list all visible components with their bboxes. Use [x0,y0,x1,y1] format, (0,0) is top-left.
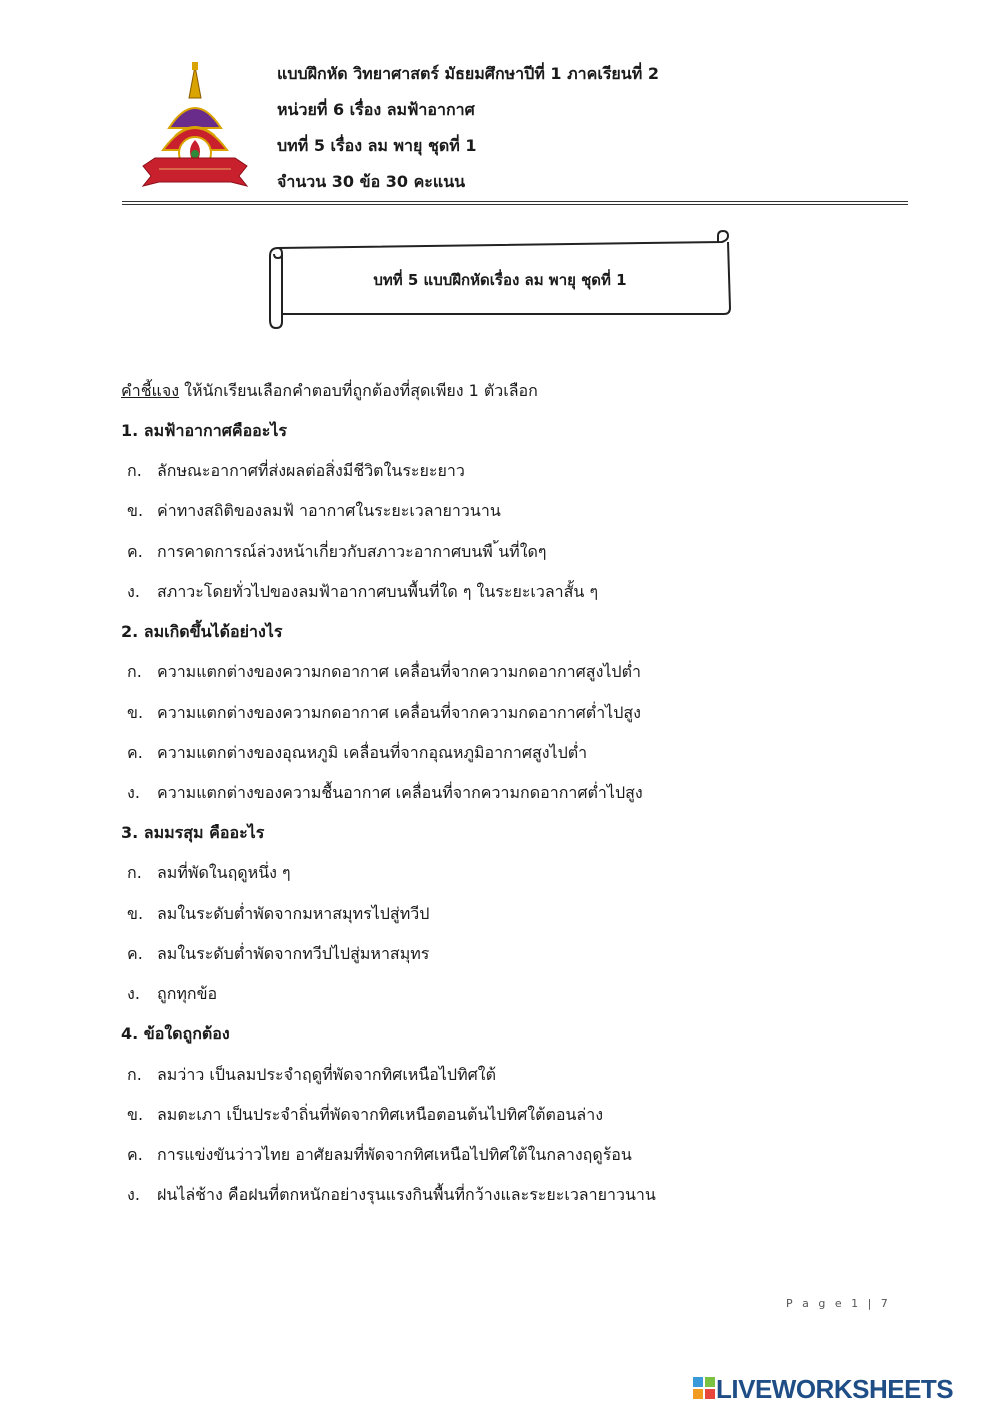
option-label: ค. [127,1145,143,1164]
header-lesson: บทที่ 5 เรื่อง ลม พายุ ชุดที่ 1 [277,136,477,155]
liveworksheets-logo-icon [693,1377,715,1399]
option-label: ง. [127,1185,140,1204]
option-label: ข. [127,1105,144,1124]
option-text: ลมว่าว เป็นลมประจำฤดูที่พัดจากทิศเหนือไปทิศใต้ [157,1065,496,1084]
header-divider-bottom [122,204,908,205]
option-text: ลมตะเภา เป็นประจำถิ่นที่พัดจากทิศเหนือตอนต้นไปทิศใต้ตอนล่าง [157,1105,604,1124]
header-subject: แบบฝึกหัด วิทยาศาสตร์ มัธยมศึกษาปีที่ 1 ภาคเรียนที่ 2 [277,64,659,83]
option-text: ลมในระดับต่ำพัดจากมหาสมุทรไปสู่ทวีป [157,904,430,923]
option-label: ข. [127,501,144,520]
question-4-option-d[interactable] [127,1183,656,1208]
option-label: ค. [127,944,143,963]
option-text: ความแตกต่างของความชื้นอากาศ เคลื่อนที่จากความกดอากาศต่ำไปสูง [157,783,643,802]
option-label: ก. [127,863,142,882]
question-3: 3. ลมมรสุม คืออะไร [121,823,265,842]
option-text: ถูกทุกข้อ [157,984,218,1003]
instructions-label: คำชี้แจง [121,381,180,400]
option-text: ความแตกต่างของความกดอากาศ เคลื่อนที่จากความกดอากาศต่ำไปสูง [157,703,641,722]
option-label: ก. [127,1065,142,1084]
question-2-option-c[interactable] [127,741,587,766]
option-text: สภาวะโดยทั่วไปของลมฟ้าอากาศบนพื้นที่ใด ๆ ในระยะเวลาสั้น ๆ [157,582,599,601]
option-text: ลักษณะอากาศที่ส่งผลต่อสิ่งมีชีวิตในระยะยาว [157,461,465,480]
question-2: 2. ลมเกิดขึ้นได้อย่างไร [121,622,283,641]
question-3-option-a[interactable] [127,861,291,886]
option-label: ข. [127,904,144,923]
question-1-option-a[interactable] [127,459,465,484]
question-4: 4. ข้อใดถูกต้อง [121,1024,230,1043]
option-label: ก. [127,662,142,681]
option-label: ก. [127,461,142,480]
question-1-option-c[interactable] [127,540,547,565]
question-1-option-d[interactable] [127,580,598,605]
option-text: ลมที่พัดในฤดูหนึ่ง ๆ [157,863,291,882]
header-unit: หน่วยที่ 6 เรื่อง ลมฟ้าอากาศ [277,100,475,119]
option-text: ความแตกต่างของอุณหภูมิ เคลื่อนที่จากอุณหภูมิอากาศสูงไปต่ำ [157,743,588,762]
option-label: ค. [127,542,143,561]
question-2-option-a[interactable] [127,660,641,685]
question-2-option-b[interactable] [127,701,641,726]
instructions-text: ให้นักเรียนเลือกคำตอบที่ถูกต้องที่สุดเพียง 1 ตัวเลือก [179,381,538,400]
question-4-option-c[interactable] [127,1143,632,1168]
question-3-option-c[interactable] [127,942,429,967]
option-text: การแข่งขันว่าวไทย อาศัยลมที่พัดจากทิศเหนือไปทิศใต้ในกลางฤดูร้อน [157,1145,632,1164]
question-2-option-d[interactable] [127,781,643,806]
option-label: ค. [127,743,143,762]
page-number: P a g e 1 | 7 [786,1297,891,1310]
header-score: จำนวน 30 ข้อ 30 คะแนน [277,172,466,191]
option-text: ฝนไล่ช้าง คือฝนที่ตกหนักอย่างรุนแรงกินพื้นที่กว้างและระยะเวลายาวนาน [157,1185,656,1204]
option-text: ค่าทางสถิติของลมฟ้ าอากาศในระยะเวลายาวนาน [157,501,501,520]
school-logo [135,58,255,198]
question-1-option-b[interactable] [127,499,501,524]
question-3-option-d[interactable] [127,982,217,1007]
option-text: การคาดการณ์ล่วงหน้าเกี่ยวกับสภาวะอากาศบนพื ้นที่ใดๆ [157,542,547,561]
question-4-option-a[interactable] [127,1063,496,1088]
question-1: 1. ลมฟ้าอากาศคืออะไร [121,421,288,440]
question-4-option-b[interactable] [127,1103,603,1128]
option-text: ความแตกต่างของความกดอากาศ เคลื่อนที่จากความกดอากาศสูงไปต่ำ [157,662,641,681]
question-3-option-b[interactable] [127,902,429,927]
liveworksheets-brand[interactable]: LIVEWORKSHEETS [716,1374,954,1404]
banner-title: บทที่ 5 แบบฝึกหัดเรื่อง ลม พายุ ชุดที่ 1 [373,271,627,289]
option-label: ข. [127,703,144,722]
header-divider-top [122,201,908,202]
option-label: ง. [127,582,140,601]
instructions [121,379,538,404]
option-label: ง. [127,783,140,802]
option-text: ลมในระดับต่ำพัดจากทวีปไปสู่มหาสมุทร [157,944,430,963]
option-label: ง. [127,984,140,1003]
